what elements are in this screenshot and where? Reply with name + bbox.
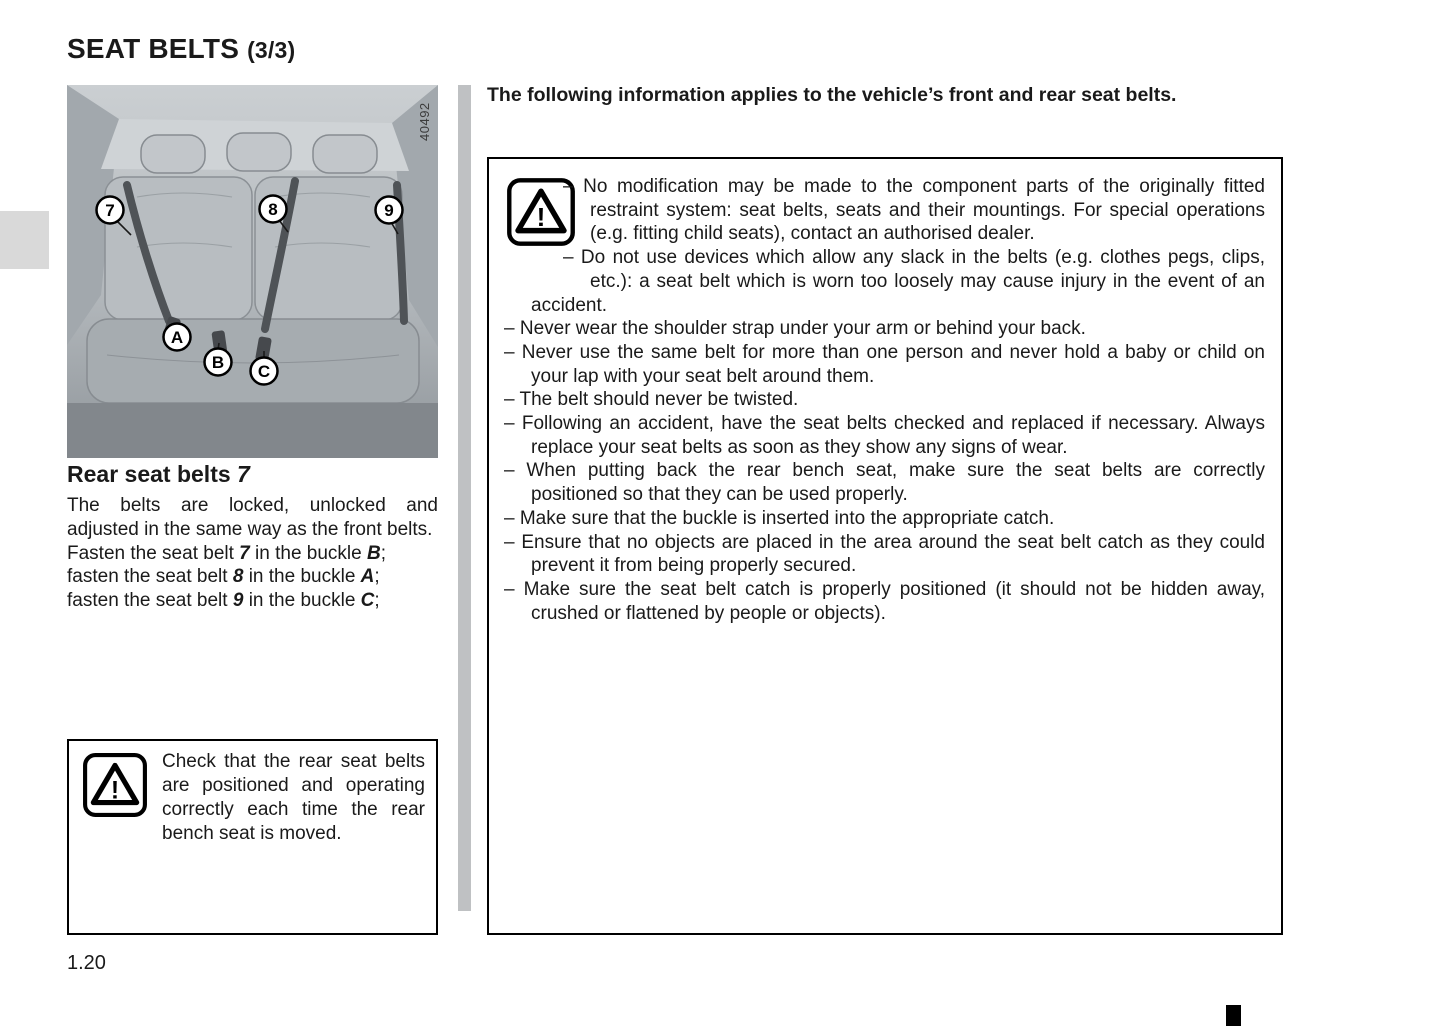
safety-item: – Never use the same belt for more than one person and never hold a baby or child on your lap with your seat belt around them. [504,341,1265,387]
svg-text:!: ! [110,777,120,805]
section-heading-text: Rear seat belts [67,461,231,487]
photo-ref-number: 40492 [417,102,432,141]
safety-item: – Make sure that the buckle is inserted into the appropriate catch. [504,507,1055,529]
left-column [67,461,438,613]
callout-7: 7 [105,201,115,220]
safety-item: – Make sure the seat belt catch is properly positioned (it should not be hidden away, crushed or flattened by people or objects). [504,578,1265,624]
fasten-2-pre: fasten the seat belt [67,566,228,588]
safety-item: – The belt should never be twisted. [504,389,799,411]
callout-8: 8 [268,200,278,219]
safety-item: – When putting back the rear bench seat, make sure the seat belts are correctly positioned so that they can be used properly. [504,460,1265,506]
seat-cushion [87,319,419,403]
safety-warning-box [487,157,1283,935]
svg-text:!: ! [536,202,546,233]
fasten-2-letter: A [360,566,375,588]
safety-item: – No modification may be made to the component parts of the originally fitted restraint system: seat belts, seats and their mountings. For special operations (e.g. fitting child seats), contact an authorised dealer. [563,176,1265,245]
fasten-1-pre: Fasten the seat belt [67,542,234,564]
left-warning-box [67,739,438,935]
page-title-text: SEAT BELTS [67,33,240,64]
right-intro: The following information applies to the vehicle’s front and rear seat belts. [487,84,1177,106]
left-intro-paragraph: The belts are locked, unlocked and adjusted in the same way as the front belts. [67,495,438,540]
safety-item: – Following an accident, have the seat belts checked and replaced if necessary. Always replace your seat belts as soon as they show any signs of wear. [504,413,1265,458]
fasten-1-mid: in the buckle [255,542,362,564]
seat-illustration [67,85,438,458]
floor [67,403,438,458]
fasten-2-mid: in the buckle [248,566,356,588]
column-divider [458,85,471,911]
fasten-3-pre: fasten the seat belt [67,590,228,612]
fasten-line-2 [67,565,438,589]
section-heading-ref: 7 [237,461,250,487]
fasten-3-num: 9 [232,590,244,612]
page-title-suffix: (3/3) [247,37,296,63]
fasten-1-letter: B [367,542,381,564]
fasten-1-num: 7 [239,542,250,564]
safety-item: – Never wear the shoulder strap under your arm or behind your back. [504,318,1086,340]
page-title [67,33,295,65]
callout-b: B [211,353,225,372]
page-number: 1.20 [67,952,106,974]
fasten-3-mid: in the buckle [248,590,356,612]
headrests [141,133,377,173]
callout-9: 9 [384,201,394,220]
rear-seats-figure [67,85,438,458]
left-warning-text: Check that the rear seat belts are positioned and operating correctly each time the rear bench seat is moved. [162,751,425,844]
section-heading [67,461,438,488]
fasten-line-3 [67,589,438,613]
safety-item: – Do not use devices which allow any slack in the belts (e.g. clothes pegs, clips, etc.): a seat belt which is worn too loosely may cause injury in the event of an accident. [531,247,1265,316]
fasten-2-end: ; [374,566,380,588]
warning-triangle-icon [82,752,148,818]
fasten-line-1 [67,542,438,566]
callout-a: A [170,328,184,347]
print-registration-mark [1226,1005,1241,1026]
fasten-3-end: ; [374,590,380,612]
fasten-3-letter: C [360,590,375,612]
safety-item: – Ensure that no objects are placed in the area around the seat belt catch as they could prevent it from being properly secured. [504,531,1265,577]
fasten-2-num: 8 [232,566,244,588]
section-edge-tab [0,211,49,269]
fasten-1-end: ; [380,542,387,564]
callout-c: C [257,362,271,381]
